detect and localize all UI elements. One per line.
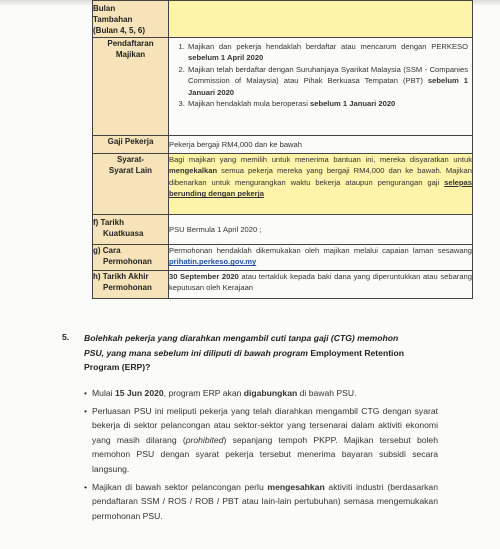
table-row-cara	[93, 245, 473, 271]
cara-label-line2: Permohonan	[103, 257, 152, 266]
condition-2-text: Majikan telah berdaftar dengan Suruhanjaya Syarikat Malaysia (SSM - Companies Commission of Malaysia) atau Pihak Berkuasa Tempatan (PBT)	[188, 64, 468, 86]
cara-label-cell	[93, 245, 169, 271]
akhir-date: 30 September 2020	[169, 272, 239, 281]
akhir-label-cell	[93, 271, 169, 299]
pendaftaran-label-cell	[93, 38, 169, 136]
table-row-akhir	[93, 271, 473, 299]
answer-1-text-b: , program ERP akan	[163, 388, 244, 398]
answer-1-date: 15 Jun 2020	[114, 388, 164, 398]
syarat-label-line2: Syarat Lain	[108, 166, 153, 175]
akhir-text: atau tertakluk kepada baki dana yang diperuntukkan atau sebarang keputusan oleh Kerajaan	[169, 272, 473, 293]
gaji-label-cell	[93, 136, 169, 154]
syarat-text-2: semua pekerja mereka yang bergaji RM4,000 dan ke bawah. Majikan dibenarkan untuk mengurangkan waktu bekerja ataupun pengurangan gaji	[169, 166, 472, 187]
cara-label-line1: g) Cara	[93, 246, 121, 255]
answer-item-1	[92, 386, 438, 401]
pendaftaran-conditions-list	[169, 41, 472, 109]
tarikh-value-cell	[169, 215, 473, 245]
syarat-label-line1: Syarat-	[116, 155, 145, 164]
pendaftaran-condition-3	[187, 98, 468, 109]
tarikh-label-line2: Kuatkuasa	[103, 229, 144, 238]
syarat-bold-2: selepas berunding dengan pekerja	[169, 177, 472, 199]
answer-2-text-b: ) sepanjang tempoh PKPP. Majikan tersebut boleh memohon PSU dengan syarat pekerja tersebut menerima bayaran subsidi secara langsung.	[92, 434, 438, 474]
condition-1-date: sebelum 1 April 2020	[188, 53, 264, 63]
psu-conditions-table	[92, 0, 473, 299]
prihatin-link[interactable]: prihatin.perkeso.gov.my	[169, 257, 257, 267]
syarat-label-cell	[93, 154, 169, 215]
bulan-label-line3: (Bulan 4, 5, 6)	[93, 26, 146, 35]
table-row-pendaftaran	[93, 38, 473, 136]
answer-1-text-c: di bawah PSU.	[297, 388, 357, 398]
tarikh-label-cell	[93, 215, 169, 245]
gaji-value: Pekerja bergaji RM4,000 dan ke bawah	[169, 139, 302, 149]
pendaftaran-label-line2: Majikan	[115, 50, 146, 59]
answer-2-italic: prohibited	[185, 434, 224, 445]
question-text	[84, 331, 414, 375]
table-row-syarat	[93, 154, 473, 215]
condition-1-text: Majikan dan pekerja hendaklah berdaftar atau mencarum dengan PERKESO	[188, 42, 468, 51]
answer-3-text-a: Majikan di bawah sektor pelancongan perlu	[92, 481, 268, 492]
table-row-tarikh	[93, 215, 473, 245]
answer-2-text-a: Perluasan PSU ini meliputi pekerja yang telah diarahkan mengambil CTG dengan syarat bekerja di sektor pelancongan atau sektor-sektor yang tersenarai dalam aktiviti ekonomi yang masih dilarang (	[92, 405, 438, 445]
answer-1-text-a: Mulai	[92, 388, 115, 398]
syarat-value-cell	[169, 154, 473, 215]
question-text-italic: Bolehkah pekerja yang diarahkan mengambil cuti tanpa gaji (CTG) memohon PSU, yang mana sebelum ini diliputi di bawah program	[84, 333, 399, 358]
syarat-bold-1: mengekalkan	[169, 166, 218, 176]
akhir-label-line2: Permohonan	[103, 283, 152, 292]
condition-3-text: Majikan hendaklah mula beroperasi	[188, 99, 310, 109]
tarikh-value: PSU Bermula 1 April 2020 ;	[169, 224, 262, 234]
answer-3-bold: mengesahkan	[267, 481, 325, 492]
answer-1-bold: digabungkan	[243, 388, 298, 398]
cara-value-cell	[169, 245, 473, 271]
tarikh-label-line1: f) Tarikh	[93, 218, 124, 227]
bulan-label-cell	[93, 1, 169, 38]
pendaftaran-value-cell	[169, 38, 473, 136]
bulan-label-line2: Tambahan	[93, 15, 133, 24]
bulan-label-line1: Bulan	[93, 4, 116, 13]
answer-item-2	[92, 404, 438, 477]
akhir-label-line1: h) Tarikh Akhir	[93, 272, 149, 281]
akhir-value-cell	[169, 271, 473, 299]
answer-list	[84, 386, 438, 526]
cara-text: Permohonan hendaklah dikemukakan oleh majikan melalui capaian laman sesawang	[169, 246, 472, 255]
pendaftaran-condition-1	[187, 41, 468, 64]
table-row-gaji	[93, 136, 473, 154]
question-number: 5.	[62, 332, 70, 342]
pendaftaran-condition-2	[187, 64, 468, 98]
question-text-normal: Employment Retention Program (ERP)?	[84, 347, 404, 372]
condition-2-date: sebelum 1 Januari 2020	[188, 76, 468, 97]
answer-item-3	[92, 480, 438, 524]
gaji-label: Gaji Pekerja	[107, 137, 154, 146]
pendaftaran-label-line1: Pendaftaran	[107, 39, 154, 48]
answer-3-text-b: aktiviti industri (berdasarkan pendaftaran SSM / ROS / ROB / PBT atau lain-lain pertubuhan) semasa mengemukakan permohonan PSU.	[92, 481, 438, 521]
condition-3-date: sebelum 1 Januari 2020	[310, 99, 396, 109]
gaji-value-cell	[169, 136, 473, 154]
bulan-value-cell	[169, 1, 473, 38]
table-row-bulan	[93, 1, 473, 38]
syarat-text-1: Bagi majikan yang memilih untuk menerima bantuan ini, mereka disyaratkan untuk	[169, 155, 472, 164]
